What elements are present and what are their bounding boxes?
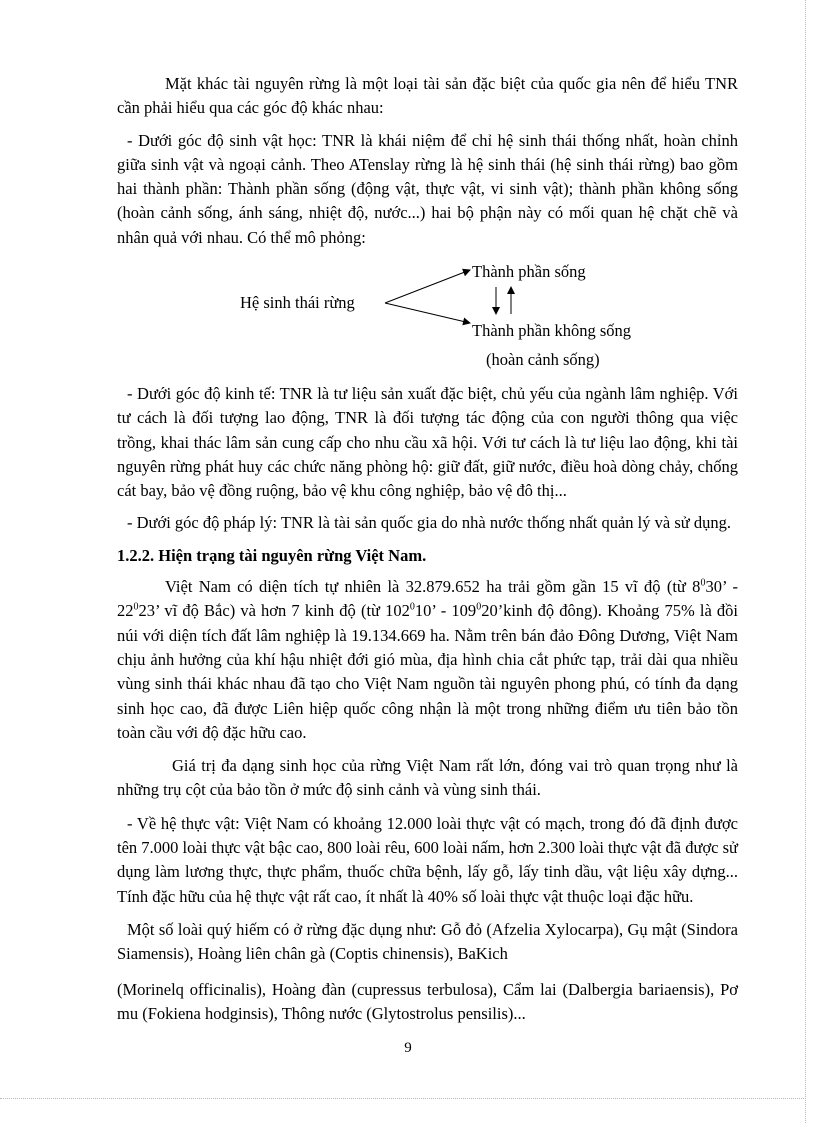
- page-border-right: [805, 0, 806, 1123]
- ecosystem-diagram: [230, 257, 690, 377]
- diagram-arrows: [230, 257, 690, 377]
- paragraph-biology: - Dưới góc độ sinh vật học: TNR là khái niệm để chỉ hệ sinh thái thống nhất, hoàn chỉnh giữa sinh vật và ngoại cảnh. Theo ATenslay rừng là hệ sinh thái (hệ sinh thái rừng) bao gồm hai thành phần: Thành phần sống (động vật, thực vật, vi sinh vật); thành phần không sống (hoàn cảnh sống, ánh sáng, nhiệt độ, nước...) hai bộ phận này có mối quan hệ chặt chẽ và nhân quả với nhau. Có thể mô phỏng:: [117, 130, 738, 247]
- text-block-top: [117, 72, 738, 250]
- section-heading: 1.2.2. Hiện trạng tài nguyên rừng Việt Nam.: [117, 545, 427, 565]
- text-block-main: [117, 382, 738, 1026]
- paragraph-biodiversity: Giá trị đa dạng sinh học của rừng Việt Nam rất lớn, đóng vai trò quan trọng như là những trụ cột của bảo tồn ở mức độ sinh cảnh và vùng sinh thái.: [117, 756, 738, 800]
- paragraph-intro: Mặt khác tài nguyên rừng là một loại tài sản đặc biệt của quốc gia nên để hiểu TNR cần phải hiểu qua các góc độ khác nhau:: [117, 74, 738, 118]
- arrow-to-living: [385, 270, 470, 303]
- paragraph-economics: - Dưới góc độ kinh tế: TNR là tư liệu sản xuất đặc biệt, chủ yếu của ngành lâm nghiệp. Với tư cách là đối tượng lao động, TNR là đối tượng tác động của con người thông qua việc trồng, khai thác lâm sản cung cấp cho nhu cầu xã hội. Với tư cách là tư liệu lao động, khi tài nguyên rừng phát huy các chức năng phòng hộ: giữ đất, giữ nước, điều hoà dòng chảy, chống cát bay, bảo vệ đồng ruộng, bảo vệ khu công nghiệp, bảo vệ đô thị...: [117, 384, 738, 501]
- paragraph-rare-species-cont: (Morinelq officinalis), Hoàng đàn (cupressus terbulosa), Cẩm lai (Dalbergia bariaensis), Pơ mu (Fokiena hodginsis), Thông nước (Glytostrolus pensilis)...: [117, 979, 738, 1023]
- paragraph-status: Việt Nam có diện tích tự nhiên là 32.879.652 ha trải gồm gần 15 vĩ độ (từ $8^030$’ - $22^023$’ vĩ độ Bắc) và hơn 7 kinh độ (từ $102^010$’ - $109^020’kinh$ độ đông). Khoảng 75% là đồi núi với diện tích đất lâm nghiệp là 19.134.669 ha. Nằm trên bán đảo Đông Dương, Việt Nam chịu ảnh hưởng của khí hậu nhiệt đới gió mùa, địa hình chia cắt phức tạp, trải dài qua nhiều vùng sinh thái khác nhau đã tạo cho Việt Nam nguồn tài nguyên phong phú, có tính đa dạng sinh học cao, đã được Liên hiệp quốc công nhận là một trong những điểm ưu tiên bảo tồn toàn cầu với độ đặc hữu cao.: [117, 577, 738, 742]
- paragraph-legal: - Dưới góc độ pháp lý: TNR là tài sản quốc gia do nhà nước thống nhất quản lý và sử dụng.: [127, 513, 731, 533]
- page-border-bottom: [0, 1098, 806, 1099]
- diagram-nonliving-label: Thành phần không sống: [472, 321, 632, 340]
- arrow-to-nonliving: [385, 303, 470, 323]
- diagram-living-label: Thành phần sống: [472, 262, 586, 281]
- page-number: 9: [404, 1040, 412, 1056]
- paragraph-rare-species: Một số loài quý hiếm có ở rừng đặc dụng như: Gỗ đỏ (Afzelia Xylocarpa), Gụ mật (Sindora Siamensis), Hoàng liên chân gà (Coptis chinensis), BaKich: [117, 919, 738, 964]
- diagram-nonliving-note: (hoàn cảnh sống): [486, 350, 600, 369]
- paragraph-flora: - Về hệ thực vật: Việt Nam có khoảng 12.000 loài thực vật có mạch, trong đó đã định được tên 7.000 loài thực vật bậc cao, 800 loài rêu, 600 loài nấm, hơn 2.300 loài thực vật đã được sử dụng làm lương thực, thực phẩm, thuốc chữa bệnh, lấy gỗ, lấy tinh dầu, vật liệu xây dựng... Tính đặc hữu của hệ thực vật rất cao, ít nhất là 40% số loài thực vật thuộc loại đặc hữu.: [117, 813, 738, 906]
- diagram-source-label: Hệ sinh thái rừng: [240, 293, 355, 312]
